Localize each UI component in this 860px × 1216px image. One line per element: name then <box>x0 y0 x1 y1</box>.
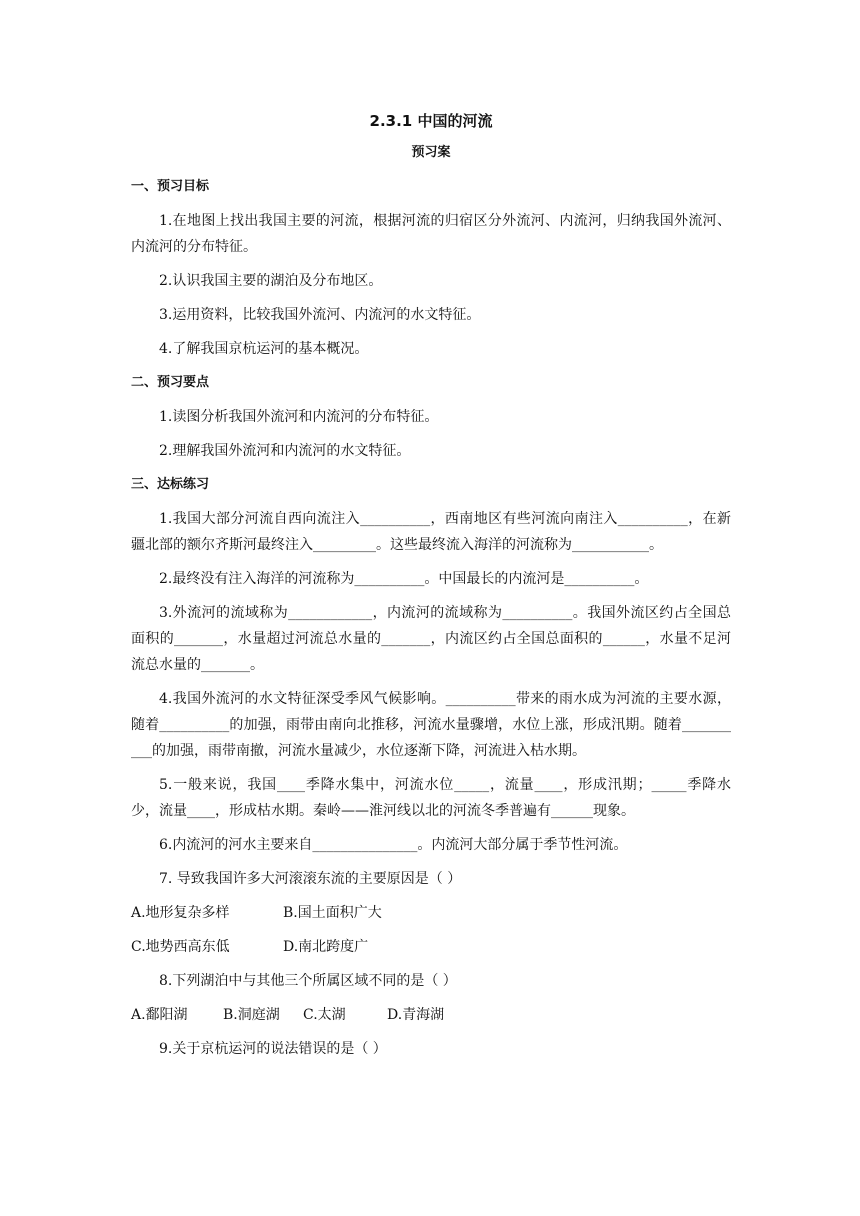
key-point-2: 2.理解我国外流河和内流河的水文特征。 <box>159 443 411 459</box>
goal-item-4: 4.了解我国京杭运河的基本概况。 <box>159 341 369 357</box>
document-subtitle: 预习案 <box>411 145 451 160</box>
exercise-question-3: 3.外流河的流域称为____________，内流河的流域称为__________。我国外流区约占全国总面积的_______，水量超过河流总水量的_______，内流区约占全国总面积的______，水量不足河流总水量的_______。 <box>131 605 731 673</box>
exercise-question-7: 7. 导致我国许多大河滚滚东流的主要原因是（ ） <box>159 871 462 887</box>
section-heading-goals: 一、预习目标 <box>131 179 210 194</box>
exercise-question-8: 8.下列湖泊中与其他三个所属区域不同的是（ ） <box>159 973 457 989</box>
exercise-question-5: 5.一般来说，我国____季降水集中，河流水位_____，流量____，形成汛期；_____季降水少，流量____，形成枯水期。秦岭——淮河线以北的河流冬季普遍有______现象。 <box>131 777 731 819</box>
goal-item-1: 1.在地图上找出我国主要的河流，根据河流的归宿区分外流河、内流河，归纳我国外流河、内流河的分布特征。 <box>131 213 731 255</box>
exercise-question-6: 6.内流河的河水主要来自_______________。内流河大部分属于季节性河流。 <box>159 837 628 853</box>
section-heading-key-points: 二、预习要点 <box>131 375 210 390</box>
exercise-question-4: 4.我国外流河的水文特征深受季风气候影响。__________带来的雨水成为河流的主要水源，随着__________的加强，雨带由南向北推移，河流水量骤增，水位上涨，形成汛期。随着__________的加强，雨带南撤，河流水量减少，水位逐渐下降，河流进入枯水期。 <box>131 691 731 759</box>
key-point-1: 1.读图分析我国外流河和内流河的分布特征。 <box>159 409 439 425</box>
question-7-option-b: B.国土面积广大 <box>283 905 382 921</box>
section-heading-exercises: 三、达标练习 <box>131 477 210 492</box>
goal-item-2: 2.认识我国主要的湖泊及分布地区。 <box>159 273 383 289</box>
question-7-options-row-2 <box>131 934 731 960</box>
question-8-options <box>131 1002 731 1028</box>
question-8-option-a: A.鄱阳湖 <box>131 1007 188 1023</box>
question-8-option-d: D.青海湖 <box>387 1007 445 1023</box>
exercise-question-1: 1.我国大部分河流自西向流注入__________，西南地区有些河流向南注入__________，在新疆北部的额尔齐斯河最终注入_________。这些最终流入海洋的河流称为___________。 <box>131 511 731 553</box>
question-8-option-c: C.太湖 <box>303 1007 346 1023</box>
question-7-option-a: A.地形复杂多样 <box>131 905 230 921</box>
exercise-question-2: 2.最终没有注入海洋的河流称为__________。中国最长的内流河是__________。 <box>159 571 649 587</box>
question-7-option-c: C.地势西高东低 <box>131 939 230 955</box>
document-title: 2.3.1 中国的河流 <box>369 112 493 130</box>
question-8-option-b: B.洞庭湖 <box>223 1007 280 1023</box>
exercise-question-9: 9.关于京杭运河的说法错误的是（ ） <box>159 1041 387 1057</box>
document-content <box>131 108 731 1070</box>
question-7-option-d: D.南北跨度广 <box>283 939 369 955</box>
question-7-options-row-1 <box>131 900 731 926</box>
goal-item-3: 3.运用资料，比较我国外流河、内流河的水文特征。 <box>159 307 481 323</box>
